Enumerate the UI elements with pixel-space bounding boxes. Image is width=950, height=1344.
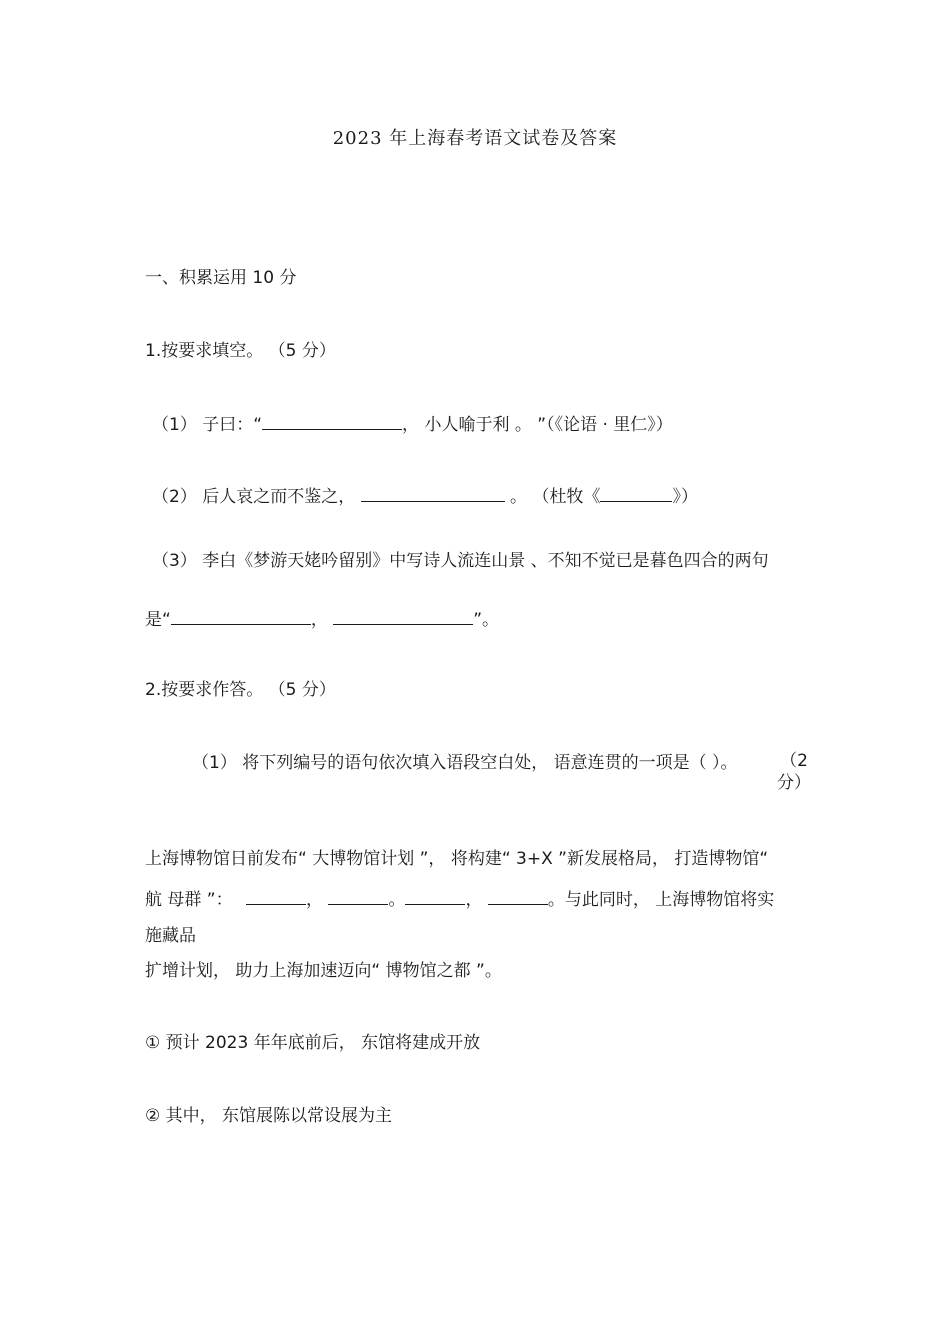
fill-blank[interactable] (405, 887, 465, 905)
option-2: ② 其中， 东馆展陈以常设展为主 (145, 1106, 393, 1126)
passage-text: 航 母群 ”： (145, 890, 233, 910)
question-1-item-2 (152, 484, 698, 508)
page-title: 2023 年上海春考语文试卷及答案 (332, 128, 618, 149)
item-number: （3） (152, 551, 197, 571)
punct: 。 (388, 890, 406, 910)
fill-blank[interactable] (246, 887, 306, 905)
punct: ， (465, 890, 483, 910)
fill-blank[interactable] (333, 607, 473, 625)
fill-blank[interactable] (262, 412, 402, 430)
fill-blank[interactable] (488, 887, 548, 905)
item-text: 将下列编号的语句依次填入语段空白处， 语意连贯的一项是（ ）。 (242, 753, 738, 773)
option-1: ① 预计 2023 年年底前后， 东馆将建成开放 (145, 1033, 481, 1053)
item-text: ， (310, 610, 328, 630)
question-1-header: 1.按要求填空。 （5 分） (145, 341, 336, 361)
question-2-item-1 (192, 752, 738, 774)
passage-line-2 (145, 887, 774, 911)
punct: ， (306, 890, 324, 910)
passage-line-3: 施藏品 (145, 926, 196, 946)
item-text: ， 小人喻于利 。 ”（《论语 · 里仁》） (402, 415, 673, 435)
passage-line-1: 上海博物馆日前发布“ 大博物馆计划 ”， 将构建“ 3+X ”新发展格局， 打造博物馆“ (145, 849, 769, 869)
section-heading: 一、积累运用 10 分 (145, 268, 297, 288)
item-number: （1） (152, 415, 197, 435)
score-note: （2 分） (777, 751, 811, 793)
item-text: 是“ (145, 610, 171, 630)
item-text: 。 （杜牧《 (510, 487, 601, 507)
item-text: 李白《梦游天姥吟留别》中写诗人流连山景 、不知不觉已是暮色四合的两句 (202, 551, 769, 571)
fill-blank[interactable] (361, 484, 505, 502)
item-number: （1） (192, 753, 237, 773)
item-text: 后人哀之而不鉴之， (202, 487, 356, 507)
fill-blank[interactable] (171, 607, 311, 625)
question-1-item-3-cont (145, 607, 499, 631)
item-text: ”。 (473, 610, 500, 630)
item-number: （2） (152, 487, 197, 507)
passage-line-4: 扩增计划， 助力上海加速迈向“ 博物馆之都 ”。 (145, 961, 502, 981)
fill-blank[interactable] (600, 484, 672, 502)
question-2-header: 2.按要求作答。 （5 分） (145, 680, 336, 700)
item-text: 》） (672, 487, 698, 507)
question-1-item-3 (152, 550, 769, 572)
question-1-item-1 (152, 412, 673, 436)
passage-text: 。与此同时， 上海博物馆将实 (547, 890, 775, 910)
fill-blank[interactable] (328, 887, 388, 905)
item-text: 子曰：“ (202, 415, 263, 435)
